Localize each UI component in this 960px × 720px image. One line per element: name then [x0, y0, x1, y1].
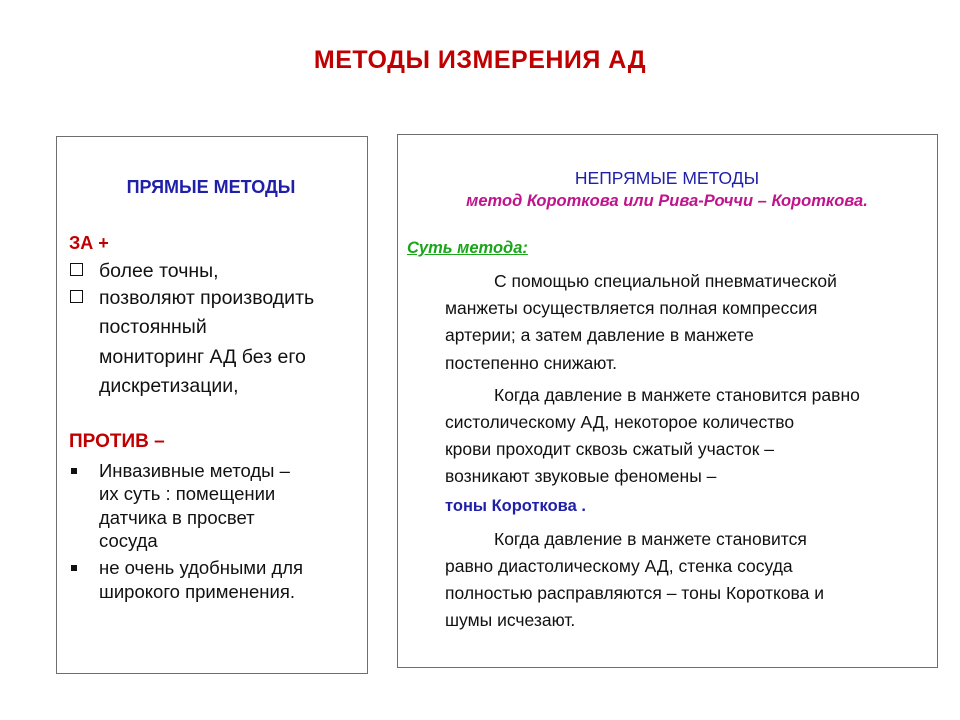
- cons-item-line: сосуда: [99, 530, 158, 551]
- checkbox-bullet-icon: [70, 263, 83, 276]
- korotkov-sounds-label: тоны Короткова .: [445, 497, 586, 515]
- pros-item-line: дискретизации,: [99, 375, 239, 397]
- cons-item-line: датчика в просвет: [99, 507, 255, 528]
- slide-title: МЕТОДЫ ИЗМЕРЕНИЯ АД: [313, 46, 647, 74]
- pros-item-line: позволяют производить: [99, 287, 315, 309]
- pros-item-line: более точны,: [99, 260, 219, 282]
- square-bullet-icon: [71, 468, 77, 474]
- paragraph-line: шумы исчезают.: [445, 610, 576, 630]
- pros-item-line: мониторинг АД без его: [99, 346, 306, 368]
- checkbox-bullet-icon: [70, 290, 83, 303]
- cons-label: ПРОТИВ –: [69, 431, 165, 452]
- indirect-methods-box: [397, 134, 938, 668]
- paragraph-line: возникают звуковые феномены –: [445, 466, 717, 486]
- cons-item-line: их суть : помещении: [99, 483, 276, 504]
- paragraph-line: манжеты осуществляется полная компрессия: [445, 298, 818, 318]
- cons-item-line: не очень удобными для: [99, 557, 304, 578]
- paragraph-line: полностью расправляются – тоны Короткова и: [445, 583, 825, 603]
- direct-methods-box: [56, 136, 368, 674]
- direct-methods-heading: ПРЯМЫЕ МЕТОДЫ: [126, 177, 296, 197]
- cons-item-line: Инвазивные методы –: [99, 460, 290, 481]
- paragraph-line: равно диастолическому АД, стенка сосуда: [445, 556, 793, 576]
- square-bullet-icon: [71, 565, 77, 571]
- cons-item-line: широкого применения.: [99, 581, 295, 602]
- paragraph-line: систолическому АД, некоторое количество: [445, 412, 795, 432]
- paragraph-line: Когда давление в манжете становится равно: [494, 385, 860, 405]
- indirect-methods-subheading: метод Короткова или Рива-Роччи – Короткова.: [466, 192, 868, 210]
- paragraph-line: артерии; а затем давление в манжете: [445, 325, 754, 345]
- pros-label: ЗА +: [69, 233, 109, 253]
- paragraph-line: Когда давление в манжете становится: [494, 529, 807, 549]
- paragraph-line: С помощью специальной пневматической: [494, 271, 837, 291]
- paragraph-line: постепенно снижают.: [445, 353, 617, 373]
- method-essence-label: Суть метода:: [407, 239, 528, 257]
- pros-item-line: постоянный: [99, 316, 207, 338]
- paragraph-line: крови проходит сквозь сжатый участок –: [445, 439, 774, 459]
- indirect-methods-heading: НЕПРЯМЫЕ МЕТОДЫ: [574, 168, 760, 188]
